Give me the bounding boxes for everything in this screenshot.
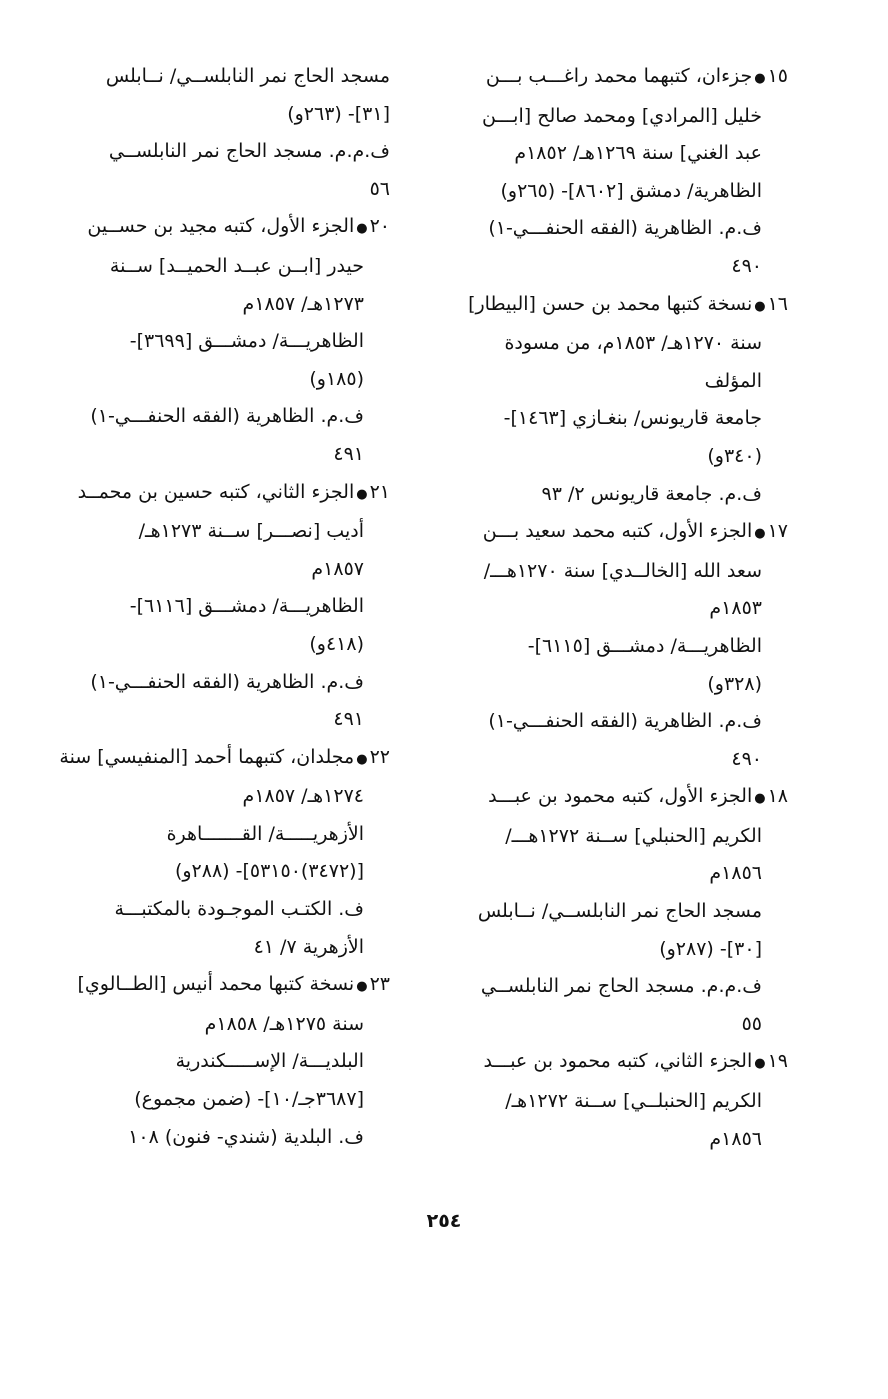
entry-text: مسجد الحاج نمر النابلســي/ نــابلس — [105, 65, 390, 87]
entry-first-line — [448, 1043, 788, 1083]
catalog-entry — [448, 778, 788, 1043]
entry-line: ١٨٥٦م — [709, 1127, 762, 1150]
entry-line: ٤٩١ — [333, 442, 364, 465]
catalog-entry — [50, 739, 390, 967]
catalog-entry — [50, 474, 390, 739]
entry-line: ٤٩١ — [333, 708, 364, 731]
entry-line: ١٨٥٦م — [709, 862, 762, 885]
entry-first-line — [448, 286, 788, 326]
entry-line: [٣٦٨٧جـ/١٠]- (ضمن مجموع) — [134, 1088, 364, 1111]
entry-line: الكريم [الحنبلي] ســنة ١٢٧٢هـــ/ — [505, 824, 762, 847]
bullet-icon: ● — [356, 486, 368, 502]
entry-line: ٤٩٠ — [731, 254, 762, 277]
entry-line: [(٣٤٧٢)٥٣١٥٠]- (٢٨٨و) — [174, 860, 364, 883]
entry-first-line — [50, 474, 390, 514]
entry-first-line — [448, 778, 788, 818]
catalog-entry — [448, 1043, 788, 1158]
entry-line: الظاهريـــة/ دمشـــق [٦١١٦]- — [129, 595, 364, 618]
entry-text: الجزء الثاني، كتبه حسين بن محمــد — [77, 480, 355, 503]
bullet-icon: ● — [754, 71, 766, 86]
entry-line: [٣١]- (٢٦٣و) — [287, 102, 390, 125]
entry-line: ف.م. جامعة قاريونس ٢/ ٩٣ — [541, 482, 762, 505]
entry-text: جزءان، كتبهما محمد راغـــب بـــن — [485, 65, 753, 87]
entry-line: ١٢٧٣هـ/ ١٨٥٧م — [242, 292, 364, 315]
entry-line: الظاهرية/ دمشق [٨٦٠٢]- (٢٦٥و) — [500, 179, 762, 202]
entry-line: سنة ١٢٧٠هـ/ ١٨٥٣م، من مسودة — [504, 332, 762, 355]
entry-line: جامعة قاريونس/ بنغـازي [١٤٦٣]- — [503, 407, 762, 430]
catalog-entry — [448, 513, 788, 778]
catalog-entry — [50, 208, 390, 473]
entry-line: سنة ١٢٧٥هـ/ ١٨٥٨م — [204, 1012, 364, 1035]
entry-text: الجزء الثاني، كتبه محمود بن عبـــد — [483, 1050, 753, 1073]
entry-line: ف.م.م. مسجد الحاج نمر النابلســي — [480, 975, 762, 998]
entry-line: ١٨٥٧م — [311, 557, 364, 580]
entry-number: ١٧ — [767, 520, 788, 543]
entry-line: ف.م.م. مسجد الحاج نمر النابلســي — [108, 140, 390, 163]
entry-line: خليل [المرادي] ومحمد صالح [ابـــن — [482, 104, 762, 127]
entry-text: نسخة كتبها محمد بن حسن [البيطار] — [468, 292, 753, 315]
entry-line: المؤلف — [704, 369, 762, 392]
entry-line: مسجد الحاج نمر النابلســي/ نــابلس — [477, 900, 762, 923]
entry-line: (٣٢٨و) — [707, 672, 762, 695]
page-number: ٢٥٤ — [426, 1210, 462, 1232]
entry-line: سعد الله [الخالــدي] سنة ١٢٧٠هـــ/ — [483, 559, 762, 582]
entry-line: ف.م. الظاهرية (الفقه الحنفـــي-١) — [488, 710, 762, 733]
entry-first-line — [448, 513, 788, 553]
entry-number: ٢١ — [369, 480, 390, 503]
entry-line: ٤٩٠ — [731, 747, 762, 770]
catalog-entry — [50, 966, 390, 1156]
entry-first-line — [50, 208, 390, 248]
entry-first-line — [448, 58, 788, 98]
catalog-entry — [448, 286, 788, 514]
entry-number: ٢٢ — [369, 745, 390, 768]
entry-text: الجزء الأول، كتبه محمود بن عبـــد — [488, 785, 753, 808]
entry-text: نسخة كتبها محمد أنيس [الطــالوي] — [77, 973, 355, 996]
entry-first-line — [50, 58, 390, 96]
entry-text: الجزء الأول، كتبه محمد سعيد بـــن — [482, 520, 753, 543]
entry-line: ف. الكتـب الموجـودة بالمكتبـــة — [114, 898, 364, 921]
entry-line: (٣٤٠و) — [707, 444, 762, 467]
entry-number: ١٩ — [767, 1050, 788, 1073]
entry-line: البلديـــة/ الإســـــكندرية — [175, 1050, 364, 1073]
entry-first-line — [50, 966, 390, 1006]
entry-number: ١٥ — [767, 65, 788, 87]
entry-line: ف.م. الظاهرية (الفقه الحنفـــي-١) — [488, 217, 762, 240]
entry-line: ٥٥ — [741, 1012, 762, 1035]
entry-line: (٤١٨و) — [309, 632, 364, 655]
entry-number: ٢٣ — [369, 973, 390, 996]
bullet-icon: ● — [356, 221, 368, 237]
entry-text: الجزء الأول، كتبه مجيد بن حســين — [87, 215, 355, 238]
entry-line: حيدر [ابــن عبــد الحميــد] ســنة — [109, 254, 364, 277]
bullet-icon: ● — [754, 1056, 766, 1072]
entry-line: أديب [نصـــر] ســنة ١٢٧٣هـ/ — [138, 520, 364, 543]
entry-line: عبد الغني] سنة ١٢٦٩هـ/ ١٨٥٢م — [514, 142, 762, 165]
entry-line: ١٨٥٣م — [709, 597, 762, 620]
entry-line: ف.م. الظاهرية (الفقه الحنفـــي-١) — [90, 670, 364, 693]
bullet-icon: ● — [356, 751, 368, 767]
entry-line: الأزهريـــــة/ القـــــــاهرة — [166, 822, 364, 845]
entry-first-line — [50, 739, 390, 779]
bullet-icon: ● — [754, 791, 766, 807]
bullet-icon: ● — [754, 298, 766, 314]
entry-line: ١٢٧٤هـ/ ١٨٥٧م — [242, 785, 364, 808]
entry-line: الكريم [الحنبلــي] ســنة ١٢٧٢هـ/ — [505, 1090, 762, 1113]
entry-text: مجلدان، كتبهما أحمد [المنفيسي] سنة — [59, 745, 355, 768]
entry-line: الظاهريـــة/ دمشـــق [٦١١٥]- — [527, 634, 762, 657]
entry-line: ٥٦ — [369, 177, 390, 200]
right-column — [448, 58, 788, 1158]
entry-number: ١٨ — [767, 785, 788, 808]
left-column — [50, 58, 390, 1156]
entry-line: ف. البلدية (شندي- فنون) ١٠٨ — [128, 1125, 364, 1148]
entry-line: ف.م. الظاهرية (الفقه الحنفـــي-١) — [90, 405, 364, 428]
entry-line: الظاهريـــة/ دمشـــق [٣٦٩٩]- — [129, 330, 364, 353]
entry-line: [٣٠]- (٢٨٧و) — [659, 937, 762, 960]
entry-line: الأزهرية ٧/ ٤١ — [253, 935, 364, 958]
bullet-icon: ● — [754, 526, 766, 542]
entry-number: ١٦ — [767, 292, 788, 315]
catalog-entry — [50, 58, 390, 208]
catalog-entry — [448, 58, 788, 286]
entry-number: ٢٠ — [369, 215, 390, 238]
entry-line: (١٨٥و) — [309, 367, 364, 390]
bullet-icon: ● — [356, 979, 368, 995]
